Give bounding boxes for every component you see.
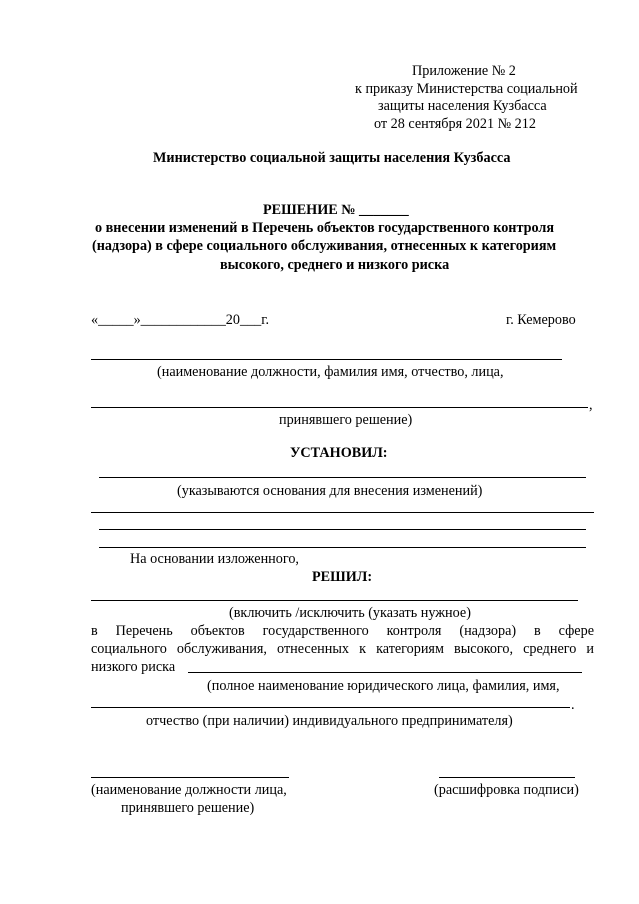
city: г. Кемерово [506, 312, 576, 328]
decision-subtitle-3: высокого, среднего и низкого риска [220, 257, 450, 273]
entity-blank-line-2 [91, 707, 570, 708]
decision-title: РЕШЕНИЕ № _______ [263, 202, 409, 218]
date-line: «_____»____________20___г. [91, 312, 270, 328]
decided-paragraph-line-1: в Перечень объектов государственного контроля (надзора) в сфере [91, 623, 594, 639]
decided-blank-line [91, 600, 578, 601]
established-heading: УСТАНОВИЛ: [290, 445, 388, 461]
entity-caption-2: отчество (при наличии) индивидуального предпринимателя) [146, 713, 513, 729]
decision-subtitle-2: (надзора) в сфере социального обслуживания, отнесенных к категориям [92, 238, 557, 254]
established-blank-line-1 [99, 477, 586, 478]
signature-right-line [439, 777, 575, 778]
appendix-line-2: к приказу Министерства социальной [355, 81, 578, 97]
signature-left-caption-1: (наименование должности лица, [91, 782, 287, 798]
entity-period: . [571, 697, 575, 713]
official-caption-2: принявшего решение) [279, 412, 413, 428]
based-on-text: На основании изложенного, [130, 551, 299, 567]
appendix-line-3: защиты населения Кузбасса [378, 98, 547, 114]
entity-caption-1: (полное наименование юридического лица, фамилия, имя, [207, 678, 560, 694]
established-blank-line-4 [99, 547, 586, 548]
established-blank-line-2 [91, 512, 594, 513]
official-comma: , [589, 397, 593, 413]
entity-blank-line-1 [188, 672, 582, 673]
official-blank-line-1 [91, 359, 562, 360]
established-caption: (указываются основания для внесения изменений) [177, 483, 483, 499]
appendix-line-4: от 28 сентября 2021 № 212 [374, 116, 536, 132]
signature-left-line [91, 777, 289, 778]
official-blank-line-2 [91, 407, 588, 408]
decided-paragraph-line-2: социального обслуживания, отнесенных к категориям высокого, среднего и [91, 641, 594, 657]
decided-heading: РЕШИЛ: [312, 569, 373, 585]
established-blank-line-3 [99, 529, 586, 530]
official-caption-1: (наименование должности, фамилия имя, отчество, лица, [157, 364, 504, 380]
decided-caption: (включить /исключить (указать нужное) [229, 605, 471, 621]
ministry-title: Министерство социальной защиты населения Кузбасса [153, 150, 511, 166]
decided-paragraph-line-3: низкого риска [91, 659, 176, 675]
signature-left-caption-2: принявшего решение) [121, 800, 255, 816]
signature-right-caption: (расшифровка подписи) [434, 782, 579, 798]
decision-subtitle-1: о внесении изменений в Перечень объектов государственного контроля [95, 220, 555, 236]
appendix-line-1: Приложение № 2 [412, 63, 516, 79]
